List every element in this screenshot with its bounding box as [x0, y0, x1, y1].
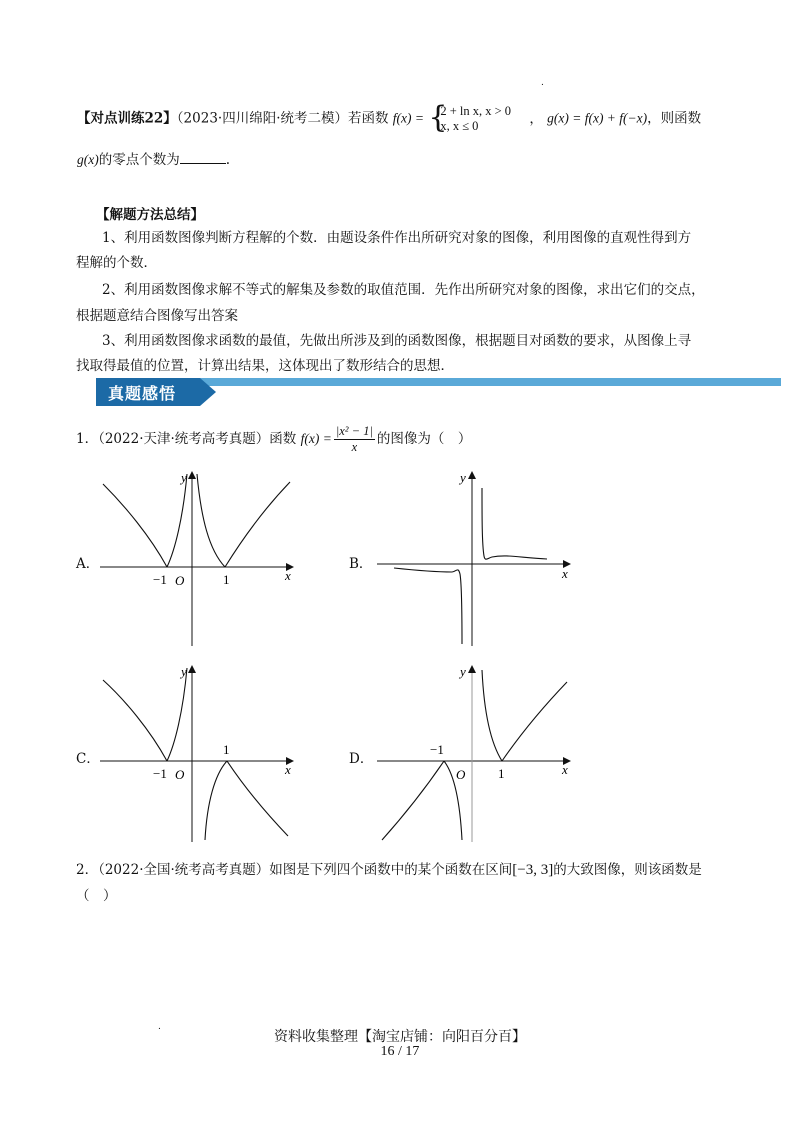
option-c-label[interactable]: C．: [76, 751, 100, 767]
tick-label-1: 1: [223, 742, 230, 757]
training-question: [77, 100, 757, 135]
y-axis-label: y: [460, 664, 466, 679]
q1-fraction: [334, 424, 375, 455]
answer-blank[interactable]: [180, 149, 226, 164]
q1-source: （2022·天津·统考高考真题）: [98, 431, 270, 447]
x-axis-label: x: [562, 566, 568, 581]
option-d-label[interactable]: D．: [349, 751, 374, 767]
q1-numerator: |x² − 1|: [335, 424, 373, 438]
summary-item-1a: 1、利用函数图像判断方程解的个数．由题设条件作出所研究对象的图像，利用图像的直观性得到方: [102, 230, 692, 246]
piece-case-2: x, x ≤ 0: [440, 119, 479, 133]
training-comma: ，: [529, 110, 543, 127]
q1-denominator: x: [351, 440, 358, 454]
origin-label: O: [175, 573, 185, 588]
curve-left-inner: [167, 668, 187, 761]
y-axis-label: y: [460, 470, 466, 485]
q2-source: （2022·全国·统考高考真题）: [98, 862, 270, 878]
training-line2: [77, 146, 230, 174]
training-text2: ，则函数: [647, 110, 702, 127]
piece-case-1: 2 + ln x, x > 0: [440, 104, 512, 118]
training-source: （2023·四川绵阳·统考二模）: [176, 110, 348, 127]
x-axis-label: x: [562, 762, 568, 777]
option-a-label[interactable]: A．: [76, 556, 100, 572]
summary-item-3b: 找取得最值的位置，计算出结果，这体现出了数形结合的思想．: [76, 358, 454, 374]
summary-item-1b: 程解的个数．: [76, 255, 157, 271]
tick-label-1: 1: [498, 766, 505, 781]
q1-text1: 函数: [269, 431, 297, 447]
curve-left-outer: [382, 761, 444, 840]
brace-icon: {: [428, 100, 448, 135]
q2-text1: 如图是下列四个函数中的某个函数在区间: [269, 862, 513, 878]
page-number: 16 / 17: [380, 1044, 420, 1059]
curve-right-outer: [227, 761, 288, 836]
origin-label: O: [175, 767, 185, 782]
y-axis-label: y: [181, 664, 187, 679]
question-1: [76, 424, 766, 455]
origin-label: O: [456, 767, 466, 782]
q2-text2: 的大致图像，则该函数是: [553, 862, 702, 878]
tick-label-neg1: −1: [153, 766, 167, 781]
tick-label-neg1: −1: [430, 742, 444, 757]
curve-left-outer: [103, 680, 167, 761]
curve-right: [482, 488, 547, 559]
tick-label-neg1: −1: [153, 572, 167, 587]
q2-num: 2．: [76, 862, 99, 878]
q1-fx: f(x) =: [300, 431, 332, 446]
curve-left: [394, 568, 462, 644]
curve-right-inner: [482, 670, 502, 761]
y-axis-label: y: [181, 470, 187, 485]
training-fx: f(x) =: [392, 110, 425, 126]
curve-left-outer: [103, 484, 167, 567]
summary-item-2a: 2、利用函数图像求解不等式的解集及参数的取值范围．先作出所研究对象的图像，求出它们的交点，: [102, 282, 705, 298]
training-text1: 若函数: [348, 110, 389, 127]
curve-left-inner: [167, 474, 187, 567]
section-banner-title: 真题感悟: [108, 384, 177, 403]
line2-text: 的零点个数为: [98, 152, 180, 168]
header-dot: .: [541, 78, 544, 88]
training-gx: g(x) = f(x) + f(−x): [547, 110, 648, 126]
curve-right-inner: [205, 761, 227, 840]
piecewise-function: [428, 100, 512, 135]
option-b-label[interactable]: B．: [349, 556, 373, 572]
line2-end: .: [225, 152, 231, 168]
option-a-graph[interactable]: [95, 468, 305, 648]
q1-num: 1．: [76, 431, 99, 447]
footer-source-note: 资料收集整理【淘宝店铺：向阳百分百】: [274, 1029, 526, 1045]
option-c-graph[interactable]: [95, 662, 305, 844]
option-d-graph[interactable]: [372, 662, 582, 844]
footer-dot: .: [158, 1022, 161, 1032]
q1-text2: 的图像为（ ）: [376, 431, 472, 447]
summary-item-2b: 根据题意结合图像写出答案: [76, 308, 238, 324]
question-2: [76, 856, 766, 884]
curve-right-outer: [225, 482, 290, 567]
x-axis-label: x: [285, 568, 291, 583]
line2-gx: g(x): [77, 152, 99, 167]
curve-right-inner: [197, 474, 225, 567]
summary-title: 【解题方法总结】: [96, 207, 204, 223]
x-axis-label: x: [285, 762, 291, 777]
training-tag: 【对点训练22】: [77, 110, 177, 127]
curve-right-outer: [502, 682, 567, 761]
summary-item-3a: 3、利用函数图像求函数的最值，先做出所涉及到的函数图像，根据题目对函数的要求，从图像上寻: [102, 333, 692, 349]
section-banner: [96, 378, 216, 406]
option-b-graph[interactable]: [372, 468, 582, 648]
q2-interval: [−3, 3]: [512, 862, 554, 878]
q2-paren: （ ）: [76, 888, 117, 904]
tick-label-1: 1: [223, 572, 230, 587]
